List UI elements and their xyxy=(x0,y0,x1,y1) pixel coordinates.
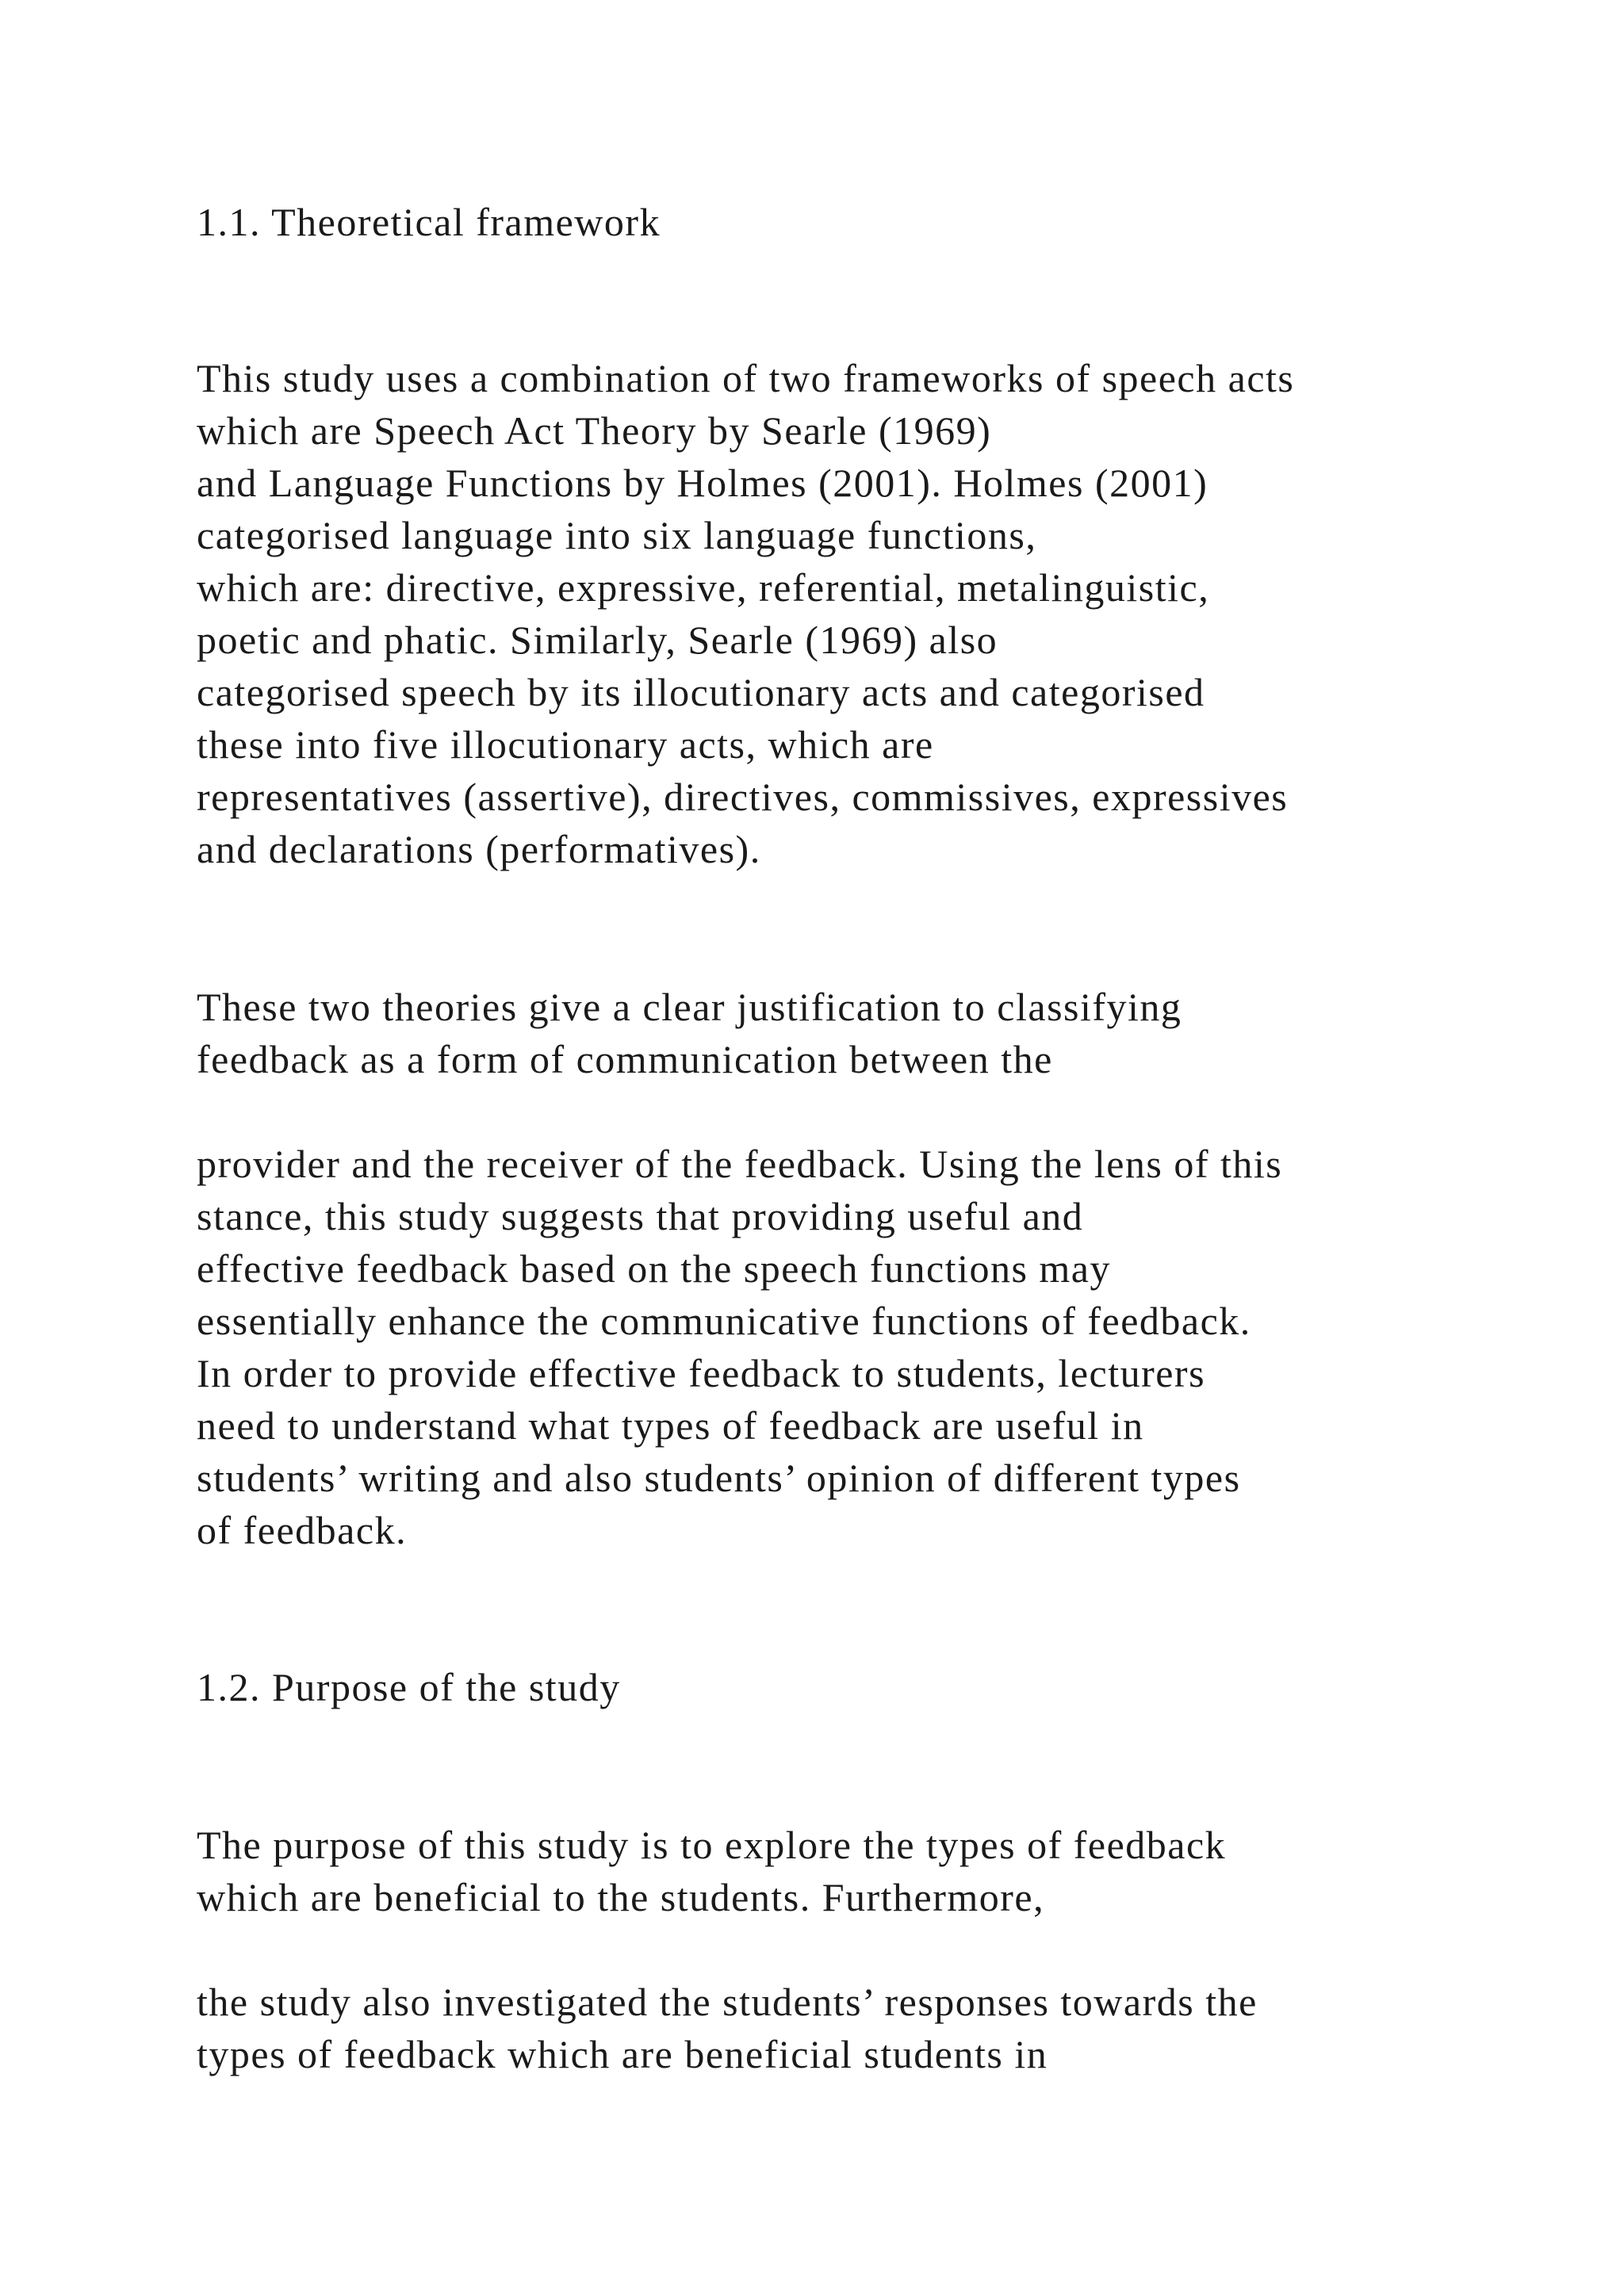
text-line: representatives (assertive), directives, commissives, expressives xyxy=(197,775,1289,819)
text-line: types of feedback which are beneficial students in xyxy=(197,2032,1048,2076)
text-line: provider and the receiver of the feedback. Using the lens of this xyxy=(197,1142,1283,1186)
section-heading-theoretical-framework: 1.1. Theoretical framework xyxy=(197,200,661,244)
text-line: and Language Functions by Holmes (2001). Holmes (2001) xyxy=(197,461,1208,505)
text-line: The purpose of this study is to explore the types of feedback xyxy=(197,1823,1227,1867)
text-line: these into five illocutionary acts, which are xyxy=(197,722,934,767)
text-line: feedback as a form of communication between the xyxy=(197,1037,1053,1081)
text-line: essentially enhance the communicative functions of feedback. xyxy=(197,1299,1251,1343)
text-line: students’ writing and also students’ opinion of different types xyxy=(197,1456,1241,1500)
text-line: the study also investigated the students’ responses towards the xyxy=(197,1980,1258,2024)
text-line: need to understand what types of feedback are useful in xyxy=(197,1403,1144,1448)
text-line: poetic and phatic. Similarly, Searle (1969) also xyxy=(197,618,998,662)
text-line: In order to provide effective feedback to students, lecturers xyxy=(197,1351,1206,1395)
text-line: categorised speech by its illocutionary acts and categorised xyxy=(197,670,1205,714)
text-line: and declarations (performatives). xyxy=(197,827,761,871)
text-line: This study uses a combination of two frameworks of speech acts xyxy=(197,356,1295,400)
text-line: effective feedback based on the speech functions may xyxy=(197,1246,1111,1291)
text-line: which are Speech Act Theory by Searle (1969) xyxy=(197,408,992,453)
text-line: of feedback. xyxy=(197,1508,408,1552)
text-line: categorised language into six language functions, xyxy=(197,513,1037,557)
text-line: which are beneficial to the students. Furthermore, xyxy=(197,1875,1045,1919)
text-line: which are: directive, expressive, referential, metalinguistic, xyxy=(197,565,1210,610)
text-line: These two theories give a clear justification to classifying xyxy=(197,985,1182,1029)
section-heading-purpose-of-study: 1.2. Purpose of the study xyxy=(197,1665,621,1709)
text-line: stance, this study suggests that providing useful and xyxy=(197,1194,1084,1238)
